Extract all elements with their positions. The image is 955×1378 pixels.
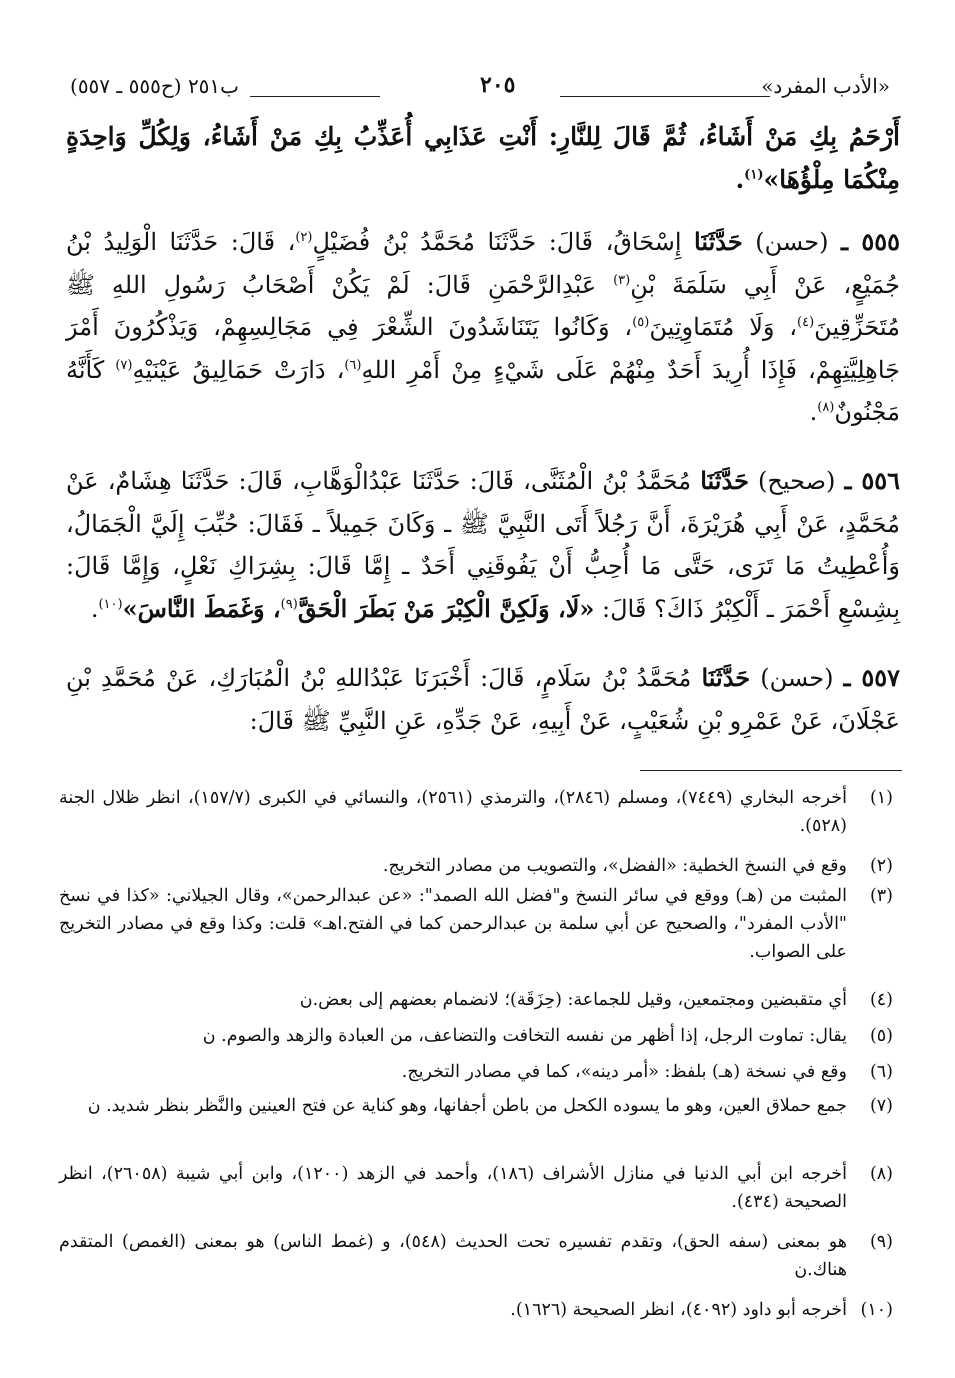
hadith-number: ٥٥٧ ـ — [843, 663, 900, 692]
footnote-number: (٩) — [869, 1232, 893, 1252]
footnote-text: أخرجه البخاري (٧٤٤٩)، ومسلم (٢٨٤٦)، والترمذي (٢٥٦١)، والنسائي في الكبرى (١٥٧/٧)، انظر ظلال الجنة (٥٢٨). — [59, 788, 847, 836]
footnote-marker: (٢) — [295, 230, 313, 245]
footnote-5 — [59, 1022, 893, 1050]
footnote-7 — [59, 1092, 893, 1120]
hadith-text: ، قَالَ: حَدَّثَنَا الْوَلِيدُ بْنُ جُمَيْعٍ، عَنْ أَبِي سَلَمَةَ بْنِ — [66, 228, 900, 299]
footnote-2 — [59, 852, 893, 880]
hadith-text: مُحَمَّدُ بْنُ سَلَامٍ، قَالَ: أَخْبَرَنَا عَبْدُاللهِ بْنُ الْمُبَارَكِ، عَنْ مُحَمَّدِ بْنِ عَجْلَانَ، عَنْ عَمْرِو بْنِ شُعَيْبٍ، عَنْ أَبِيهِ، عَنْ جَدِّهِ، عَنِ النَّبِيِّ ﷺ قَالَ: — [66, 664, 900, 735]
hadith-557 — [66, 657, 900, 742]
prophetic-saying: ، وَغَمَطَ النَّاسَ» — [122, 593, 281, 623]
footnote-marker: (٦) — [344, 357, 362, 373]
hadith-text: ، دَارَتْ حَمَالِيقُ عَيْنَيْهِ — [132, 355, 345, 384]
footnote-marker: (٧) — [115, 357, 133, 373]
footnote-number: (٢) — [869, 856, 893, 876]
hadith-text: إِسْحَاقُ، قَالَ: حَدَّثَنَا مُحَمَّدُ بْنُ فُضَيْلٍ — [312, 228, 695, 256]
hadith-lead: حَدَّثَنَا — [701, 663, 751, 692]
hadith-grade: (حسن) — [760, 664, 834, 692]
hadith-number: ٥٥٥ ـ — [841, 227, 900, 256]
hadith-text: مُحَمَّدُ بْنُ الْمُثَنَّى، قَالَ: حَدَّثَنَا عَبْدُالْوَهَّابِ، قَالَ: حَدَّثَنَا هِشَامٌ، عَنْ مُحَمَّدٍ، عَنْ أَبِي هُرَيْرَةَ، أَنَّ رَجُلاً أَتَى النَّبِيَّ ﷺ ـ وَكَانَ جَمِيلاً ـ فَقَالَ: حُبِّبَ إِلَيَّ الْجَمَالُ، وَأُعْطِيتُ مَا تَرَى، حَتَّى مَا أُحِبُّ أَنْ يَفُوقَنِي أَحَدٌ ـ إِمَّا قَالَ: بِشِرَاكِ نَعْلٍ، وَإِمَّا قَالَ: بِشِسْعِ أَحْمَرَ ـ أَلْكِبْرُ ذَاكَ؟ قَالَ: — [66, 467, 900, 623]
footnote-marker: (٣) — [613, 272, 631, 288]
footnote-marker: (٥) — [632, 315, 650, 330]
footnote-6 — [59, 1058, 893, 1086]
footnote-9 — [59, 1228, 893, 1284]
footnote-10 — [59, 1296, 893, 1324]
hadith-556 — [66, 460, 900, 630]
hadith-text: عَبْدِالرَّحْمَنِ قَالَ: لَمْ يَكُنْ أَصْحَابُ رَسُولِ اللهِ ﷺ مُتَحَزِّقِينَ — [66, 270, 900, 341]
footnote-text: هو بمعنى (سفه الحق)، وتقدم تفسيره تحت الحديث (٥٤٨)، و (غمط الناس) هو بمعنى (الغمص) المتقدم هناك.ن — [59, 1232, 847, 1280]
hadith-lead: حَدَّثَنَا — [700, 466, 749, 495]
hadith-555 — [66, 221, 900, 434]
footnote-number: (٧) — [869, 1096, 893, 1116]
footnote-marker: (٩) — [280, 596, 298, 612]
footnote-marker: (٨) — [817, 400, 835, 415]
hadith-text: كَأَنَّهُ مَجْنُونٌ — [66, 355, 900, 426]
footnote-marker: (١٠) — [98, 596, 123, 612]
continuation-text: أَرْحَمُ بِكِ مَنْ أَشَاءُ، ثُمَّ قَالَ لِلنَّارِ: أَنْتِ عَذَابِي أُعَذِّبُ بِكِ مَنْ أَشَاءُ، وَلِكُلِّ وَاحِدَةٍ مِنْكُمَا مِلْؤُهَا» — [66, 122, 900, 194]
hadith-grade: (حسن) — [755, 228, 829, 256]
book-title: «الأدب المفرد» — [761, 74, 890, 98]
footnote-text: جمع حملاق العين، وهو ما يسوده الكحل من باطن أجفانها، وهو كناية عن فتح العينين والنَّظر بنظر شديد. ن — [87, 1096, 847, 1116]
hadith-continuation — [66, 116, 900, 201]
footnote-3 — [59, 882, 893, 966]
footnote-number: (٤) — [869, 990, 893, 1010]
prophetic-saying: «لَا، وَلَكِنَّ الْكِبْرَ مَنْ بَطَرَ الْحَقَّ — [297, 593, 595, 623]
header-rule-right — [560, 96, 770, 97]
footnote-marker: (٤) — [797, 315, 815, 330]
footnote-text: أخرجه أبو داود (٤٠٩٢)، انظر الصحيحة (١٦٢٦). — [510, 1300, 847, 1320]
continuation-end: . — [735, 164, 745, 194]
footnote-1 — [59, 784, 893, 840]
hadith-lead: حَدَّثَنَا — [694, 227, 743, 256]
footnote-marker: (١) — [744, 167, 764, 183]
hadith-text: . — [809, 398, 818, 426]
footnote-text: وقع في نسخة (هـ) بلفظ: «أمر دينه»، كما في مصادر التخريج. — [401, 1062, 847, 1082]
hadith-number: ٥٥٦ ـ — [844, 466, 900, 495]
footnote-4 — [59, 986, 893, 1014]
footnote-number: (١) — [869, 788, 893, 808]
hadith-grade: (صحيح) — [758, 467, 836, 495]
footnote-text: يقال: تماوت الرجل، إذا أظهر من نفسه التخافت والتضاعف، من العبادة والزهد والصوم. ن — [202, 1026, 847, 1046]
hadith-text: ، وَلَا مُتَمَاوِتِينَ — [649, 313, 798, 341]
footnote-number: (٨) — [869, 1164, 893, 1184]
footnote-text: المثبت من (هـ) ووقع في سائر النسخ و"فضل الله الصمد": «عن عبدالرحمن»، وقال الجيلاني: «كذا في نسخ "الأدب المفرد"، والصحيح عن أبي سلمة بن عبدالرحمن كما في الفتح.اهـ» قلت: وكذا وقع في مصادر التخريج على الصواب. — [59, 886, 847, 962]
footnote-text: أخرجه ابن أبي الدنيا في منازل الأشراف (١٨٦)، وأحمد في الزهد (١٢٠٠)، وابن أبي شيبة (٢٦٠٥٨)، انظر الصحيحة (٤٣٤). — [59, 1164, 847, 1212]
hadith-text: . — [90, 594, 99, 623]
page-number: ٢٠٥ — [480, 72, 516, 98]
footnote-number: (٣) — [869, 886, 893, 906]
chapter-reference: ب٢٥١ (ح٥٥٥ ـ ٥٥٧) — [70, 74, 239, 98]
footnote-separator — [640, 770, 902, 771]
footnote-text: أي متقبضين ومجتمعين، وقيل للجماعة: (حِزَقَة)؛ لانضمام بعضهم إلى بعض.ن — [299, 990, 847, 1010]
footnote-number: (١٠) — [860, 1300, 893, 1320]
footnote-text: وقع في النسخ الخطية: «الفضل»، والتصويب من مصادر التخريج. — [382, 856, 847, 876]
footnote-8 — [59, 1160, 893, 1216]
running-header — [70, 70, 890, 104]
footnote-number: (٥) — [869, 1026, 893, 1046]
hadith-text: ، وَكَانُوا يَتَنَاشَدُونَ الشِّعْرَ فِي مَجَالِسِهِمْ، وَيَذْكُرُونَ أَمْرَ جَاهِلِيَّتِهِمْ، فَإِذَا أُرِيدَ أَحَدٌ مِنْهُمْ عَلَى شَيْءٍ مِنْ أَمْرِ اللهِ — [66, 313, 900, 384]
header-rule-left — [250, 96, 380, 97]
footnote-number: (٦) — [869, 1062, 893, 1082]
